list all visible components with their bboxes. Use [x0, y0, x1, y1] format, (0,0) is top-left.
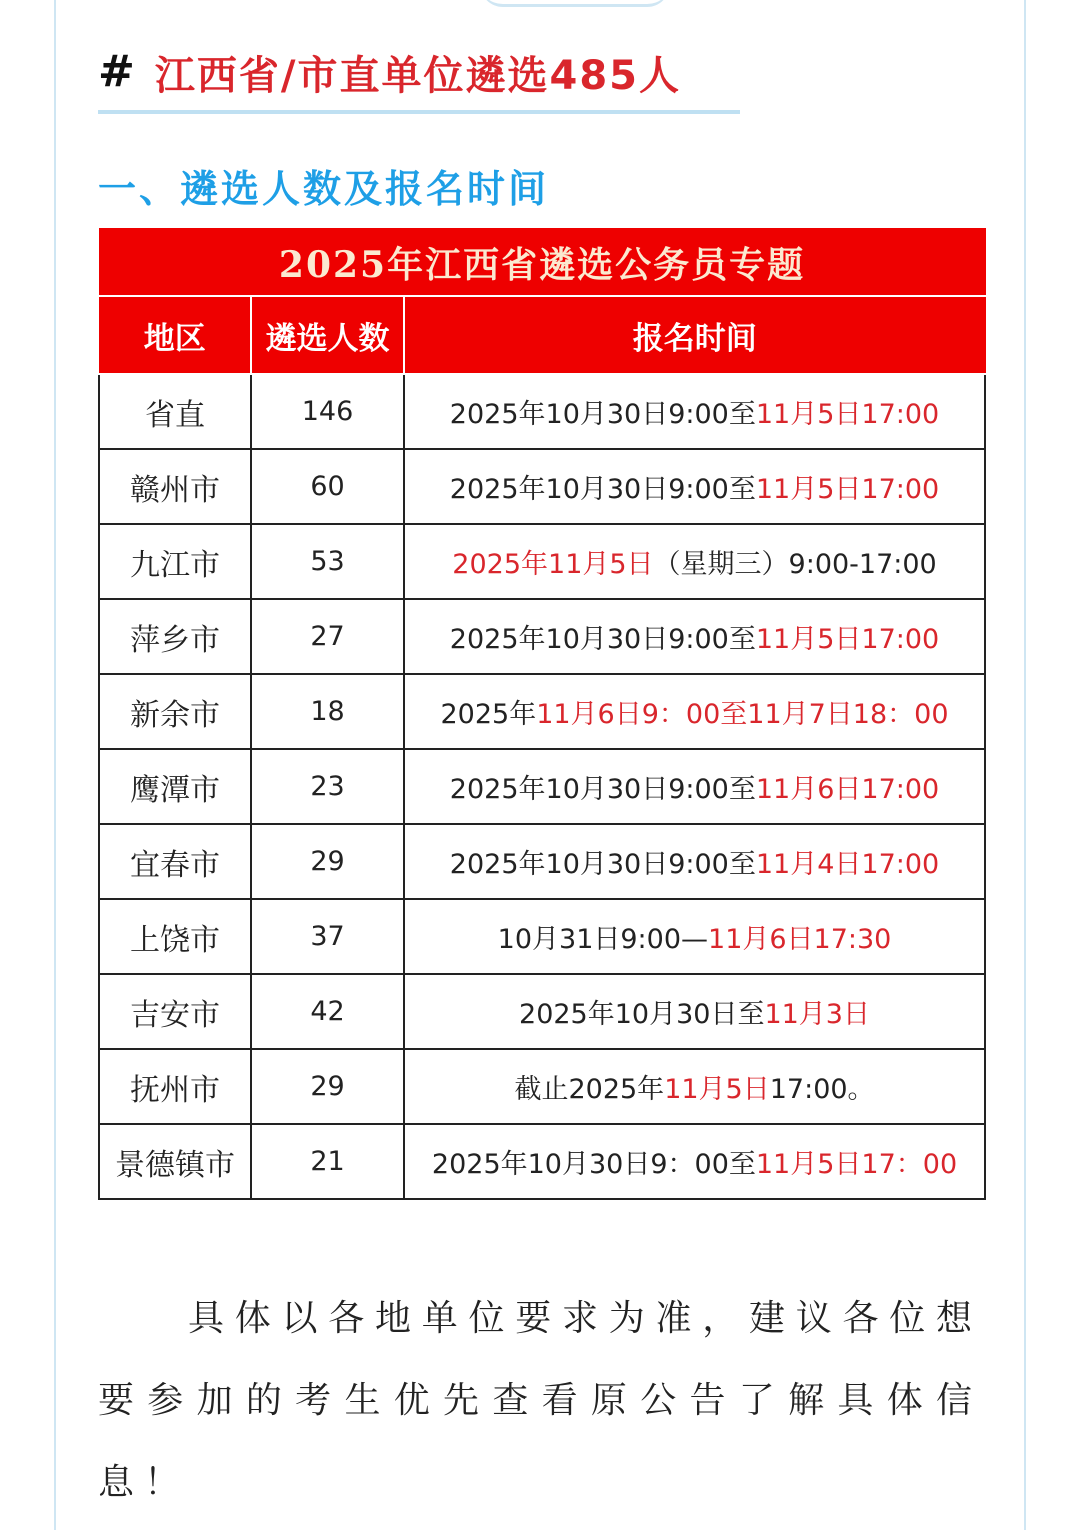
table-row [99, 1049, 985, 1124]
time-cell [404, 674, 985, 749]
region-cell: 景德镇市 [99, 1124, 251, 1199]
count-cell: 23 [251, 749, 404, 824]
table-row [99, 824, 985, 899]
closing-note: 具体以各地单位要求为准，建议各位想要参加的考生优先查看原公告了解具体信息！ [98, 1298, 982, 1503]
time-segment: 2025年11月5日 [452, 549, 654, 580]
time-segment: 11月5日17：00 [755, 1149, 958, 1180]
time-cell [404, 1124, 985, 1199]
count-cell: 27 [251, 599, 404, 674]
time-segment: 11月6日9：00至11月7日18：00 [536, 699, 949, 730]
time-segment: 11月4日17:00 [755, 849, 940, 880]
time-segment: 2025年10月30日9:00至 [449, 849, 756, 880]
time-segment: 17:00。 [769, 1074, 875, 1105]
table-banner: 2025年江西省遴选公务员专题 [99, 229, 985, 297]
time-cell [404, 374, 985, 449]
time-segment: 2025年10月30日9:00至 [449, 774, 756, 805]
count-cell: 60 [251, 449, 404, 524]
time-segment: 11月5日17:00 [755, 474, 940, 505]
time-segment: 11月3日 [764, 999, 870, 1030]
table-body [99, 374, 985, 1199]
column-header-region: 地区 [99, 296, 251, 374]
region-cell: 吉安市 [99, 974, 251, 1049]
region-cell: 抚州市 [99, 1049, 251, 1124]
count-cell: 53 [251, 524, 404, 599]
time-segment: 2025年10月30日9:00至 [449, 399, 756, 430]
title-text: 江西省/市直单位遴选485人 [154, 52, 681, 99]
table-row [99, 974, 985, 1049]
time-segment: 11月5日17:00 [755, 624, 940, 655]
region-cell: 上饶市 [99, 899, 251, 974]
time-segment: 2025年10月30日9:00至 [449, 624, 756, 655]
time-segment: 11月6日17:30 [708, 924, 892, 955]
time-cell [404, 824, 985, 899]
article-title [98, 44, 681, 100]
time-segment: （星期三）9:00-17:00 [653, 549, 937, 580]
count-cell: 146 [251, 374, 404, 449]
section-heading: 一、遴选人数及报名时间 [98, 167, 550, 211]
region-cell: 萍乡市 [99, 599, 251, 674]
time-cell [404, 974, 985, 1049]
table-row [99, 599, 985, 674]
time-segment: 2025年 [440, 699, 537, 730]
count-cell: 42 [251, 974, 404, 1049]
count-cell: 37 [251, 899, 404, 974]
time-segment: 2025年10月30日9：00至 [431, 1149, 756, 1180]
region-cell: 赣州市 [99, 449, 251, 524]
count-cell: 21 [251, 1124, 404, 1199]
table-row [99, 524, 985, 599]
count-cell: 29 [251, 1049, 404, 1124]
time-cell [404, 599, 985, 674]
time-cell [404, 449, 985, 524]
region-cell: 省直 [99, 374, 251, 449]
time-segment: 截止2025年 [514, 1074, 665, 1105]
left-frame-line [54, 0, 56, 1530]
table-row [99, 674, 985, 749]
hashtag-icon: # [98, 46, 135, 97]
right-frame-line [1024, 0, 1026, 1530]
time-segment: 10月31日9:00— [497, 924, 709, 955]
column-header-time: 报名时间 [404, 296, 985, 374]
column-header-count: 遴选人数 [251, 296, 404, 374]
time-cell [404, 524, 985, 599]
time-segment: 11月6日17:00 [755, 774, 940, 805]
count-cell: 18 [251, 674, 404, 749]
time-cell [404, 749, 985, 824]
table-row [99, 899, 985, 974]
table-row [99, 1124, 985, 1199]
table-row [99, 374, 985, 449]
time-segment: 11月5日 [664, 1074, 770, 1105]
time-segment: 2025年10月30日至 [519, 999, 765, 1030]
table-row [99, 449, 985, 524]
region-cell: 宜春市 [99, 824, 251, 899]
recruitment-table [98, 228, 984, 1200]
title-underline [98, 110, 740, 114]
top-decorative-arc [480, 0, 670, 7]
table-row [99, 749, 985, 824]
time-segment: 11月5日17:00 [755, 399, 940, 430]
region-cell: 鹰潭市 [99, 749, 251, 824]
time-cell [404, 1049, 985, 1124]
time-cell [404, 899, 985, 974]
count-cell: 29 [251, 824, 404, 899]
region-cell: 九江市 [99, 524, 251, 599]
time-segment: 2025年10月30日9:00至 [449, 474, 756, 505]
region-cell: 新余市 [99, 674, 251, 749]
